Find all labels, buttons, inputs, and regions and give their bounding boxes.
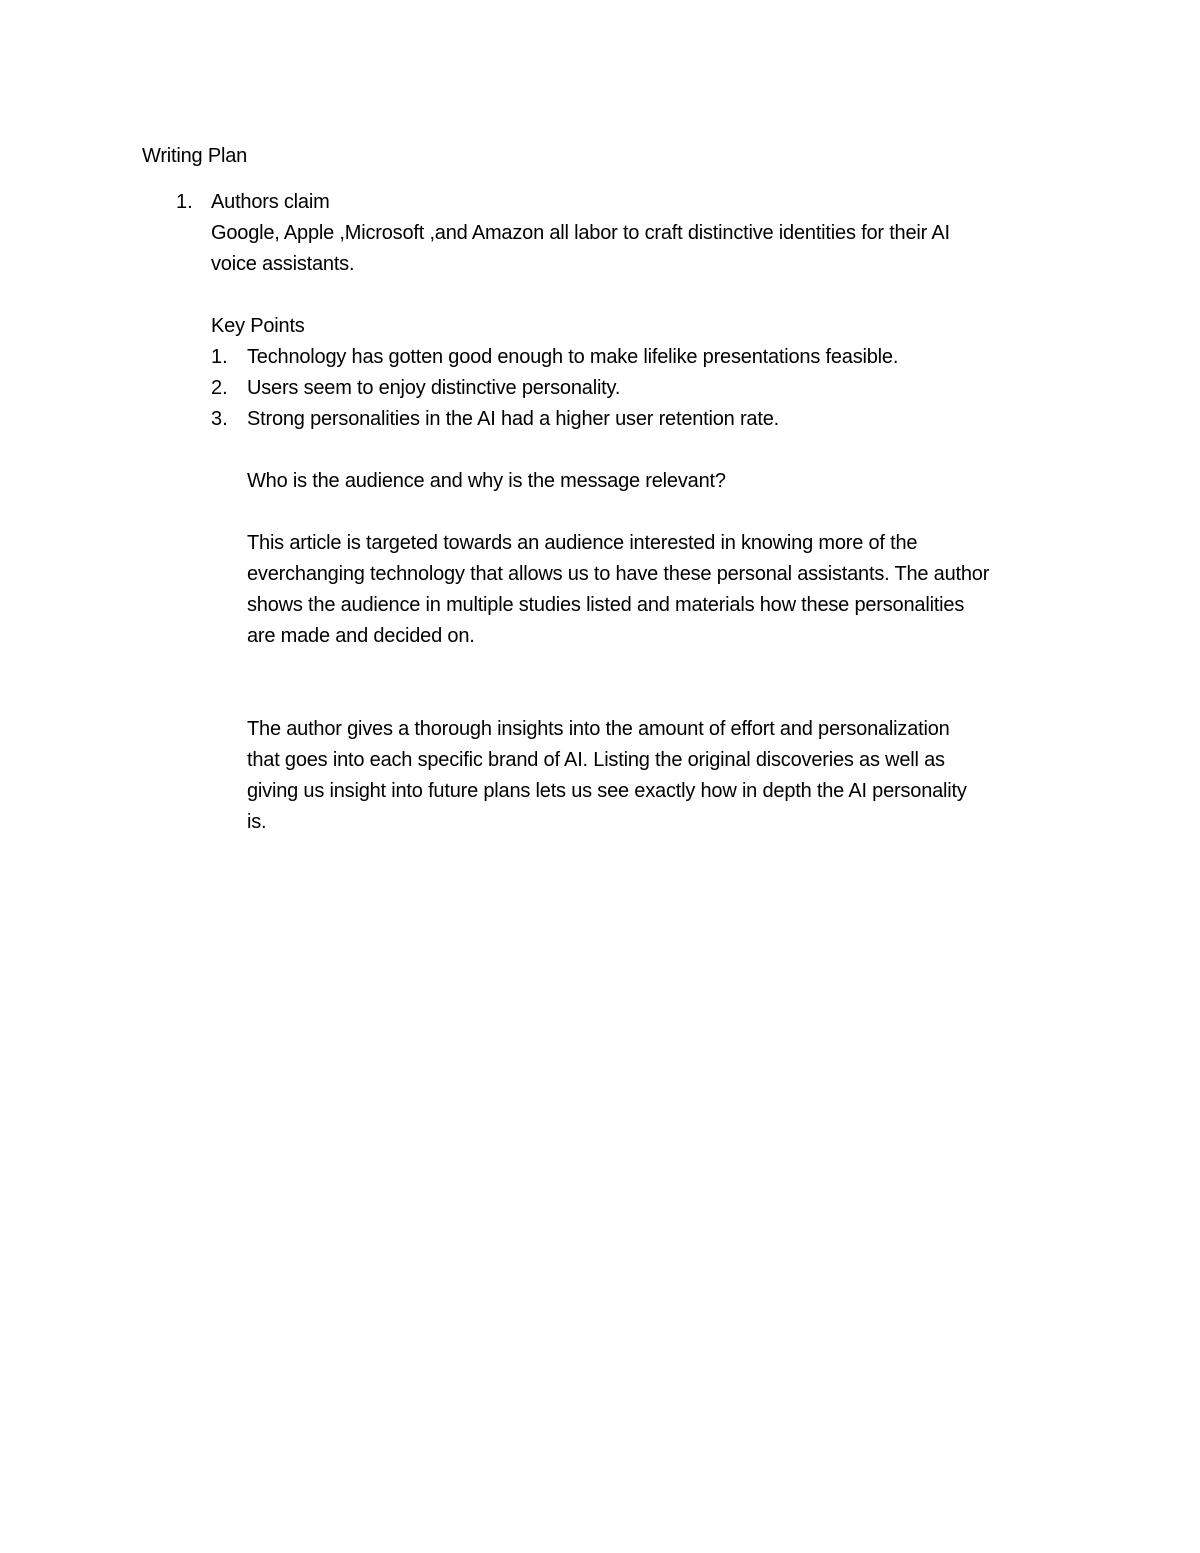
key-point-number: 3. [211,408,228,430]
audience-paragraph-line: are made and decided on. [247,625,475,647]
insight-paragraph-line: is. [247,811,267,833]
insight-paragraph-line: giving us insight into future plans lets us see exactly how in depth the AI personality [247,780,967,802]
key-point-text: Strong personalities in the AI had a higher user retention rate. [247,408,779,430]
key-point-text: Technology has gotten good enough to make lifelike presentations feasible. [247,346,899,368]
document-title: Writing Plan [142,145,248,167]
insight-paragraph-line: that goes into each specific brand of AI. Listing the original discoveries as well as [247,749,945,771]
audience-paragraph-line: shows the audience in multiple studies listed and materials how these personalities [247,594,965,616]
audience-question: Who is the audience and why is the message relevant? [247,470,726,492]
section-number: 1. [176,191,193,213]
insight-paragraph-line: The author gives a thorough insights into the amount of effort and personalization [247,718,950,740]
audience-paragraph-line: This article is targeted towards an audience interested in knowing more of the [247,532,918,554]
key-point-number: 1. [211,346,228,368]
key-points-heading: Key Points [211,315,305,337]
key-point-number: 2. [211,377,228,399]
section-heading: Authors claim [211,191,330,213]
key-point-text: Users seem to enjoy distinctive personality. [247,377,621,399]
audience-paragraph-line: everchanging technology that allows us to have these personal assistants. The author [247,563,990,585]
claim-line: Google, Apple ,Microsoft ,and Amazon all labor to craft distinctive identities for their AI [211,222,950,244]
claim-line: voice assistants. [211,253,355,275]
